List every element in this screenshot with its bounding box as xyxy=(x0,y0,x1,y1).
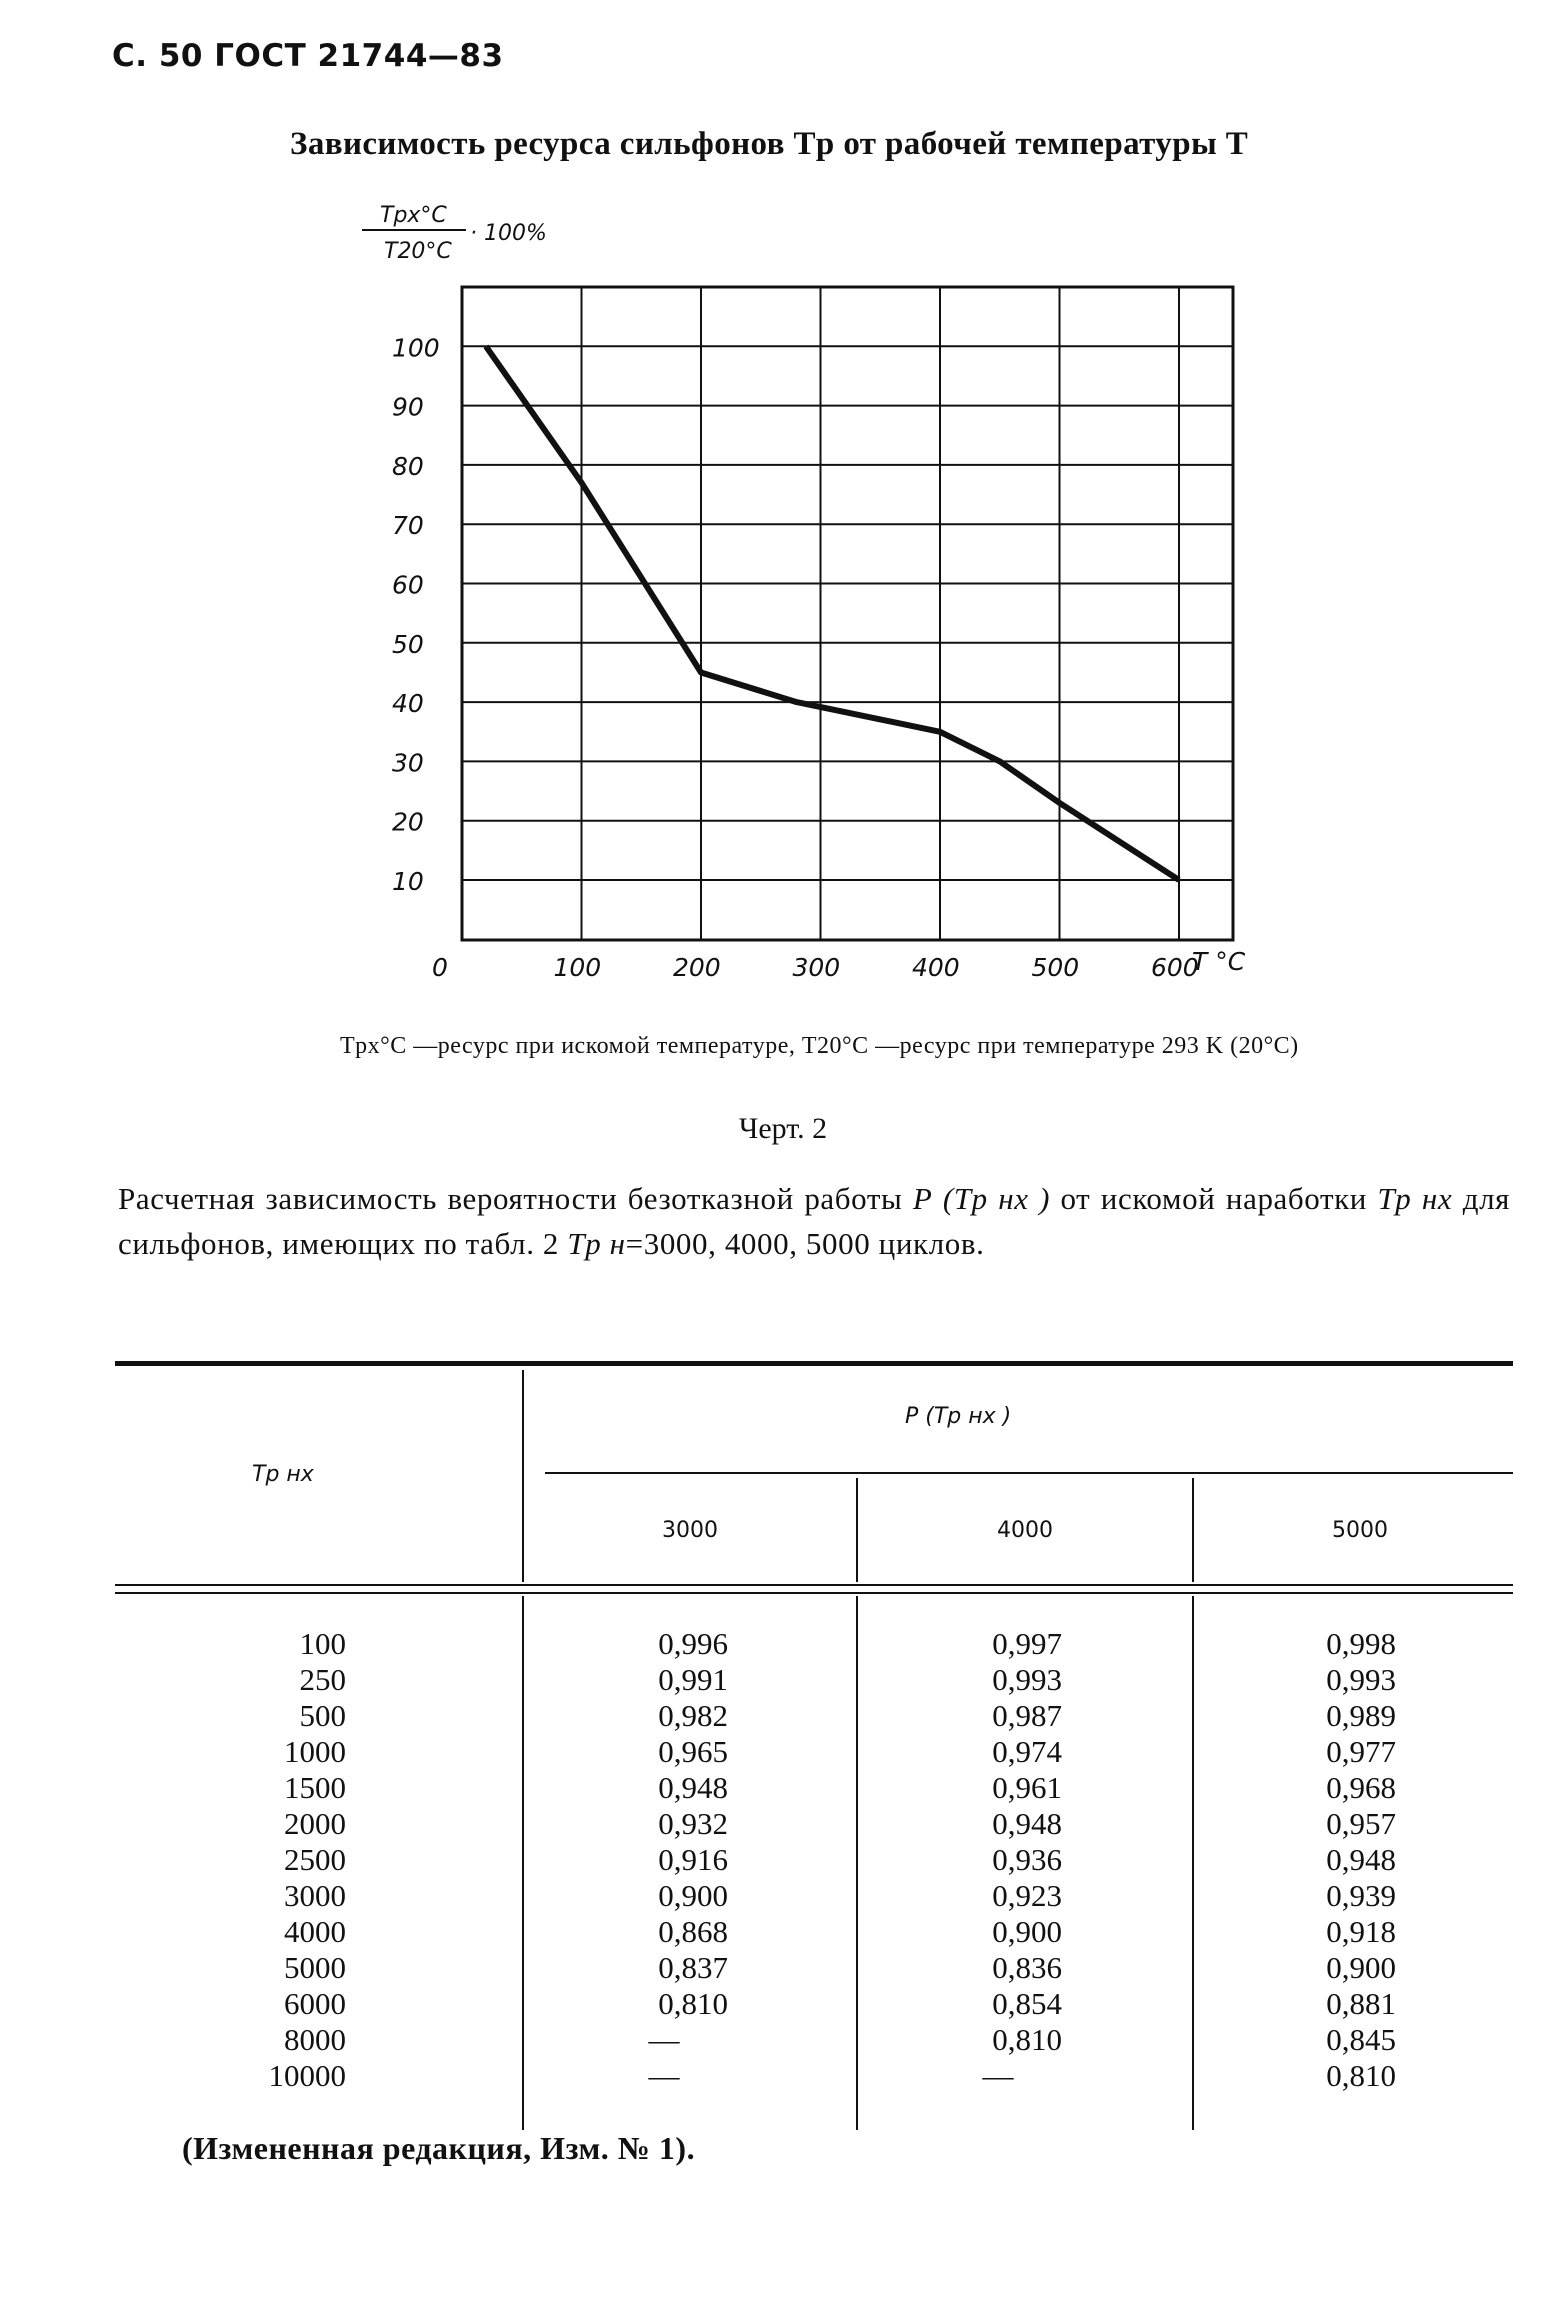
table-cell: 3000 xyxy=(284,1878,346,1913)
table-cell: 0,900 xyxy=(1326,1950,1396,1985)
table-cell: 0,923 xyxy=(992,1878,1062,1913)
table-cell: 0,918 xyxy=(1326,1914,1396,1949)
table-cell: — xyxy=(648,2058,680,2093)
table-cell: 2500 xyxy=(284,1842,346,1877)
table-cell: 500 xyxy=(299,1698,346,1733)
y-tick-label-100: 100 xyxy=(392,333,440,363)
table-col-divider-1 xyxy=(856,1478,858,1582)
x-tick-label-0: 0 xyxy=(432,953,448,982)
table-cell: 0,982 xyxy=(658,1698,728,1733)
intro-text-4: =3000, 4000, 5000 циклов. xyxy=(625,1226,985,1261)
table-cell: 6000 xyxy=(284,1986,346,2021)
x-tick-label-300: 300 xyxy=(792,953,841,982)
table-cell: 0,936 xyxy=(992,1842,1062,1877)
table-cell: 0,997 xyxy=(992,1626,1062,1661)
table-header-rule-1 xyxy=(115,1584,1513,1586)
column-5000 xyxy=(1268,1626,1396,2094)
table-cell: 0,974 xyxy=(992,1734,1062,1769)
page-header: С. 50 ГОСТ 21744—83 xyxy=(112,38,504,74)
column-header-3000: 3000 xyxy=(662,1518,718,1543)
intro-t-symbol: (Tр нх ) xyxy=(942,1181,1050,1216)
table-cell: 0,993 xyxy=(1326,1662,1396,1697)
y-tick-label-20: 20 xyxy=(392,807,424,837)
column-header-5000: 5000 xyxy=(1332,1518,1388,1543)
column-t xyxy=(180,1626,346,2094)
chart-caption: Черт. 2 xyxy=(738,1112,828,1145)
table-cell: 0,948 xyxy=(992,1806,1062,1841)
table-cell: 0,948 xyxy=(1326,1842,1396,1877)
table-cell: 0,989 xyxy=(1326,1698,1396,1733)
table-cell: 2000 xyxy=(284,1806,346,1841)
y-axis-label-numerator: Tрх°С xyxy=(380,203,447,228)
table-body-divider-1 xyxy=(856,1596,858,2130)
x-tick-label-400: 400 xyxy=(912,953,960,982)
y-tick-label-90: 90 xyxy=(392,392,424,422)
table-top-rule xyxy=(115,1361,1513,1366)
table-cell: 0,868 xyxy=(658,1914,728,1949)
y-tick-label-60: 60 xyxy=(392,570,424,600)
y-tick-label-10: 10 xyxy=(392,867,424,896)
x-tick-label-500: 500 xyxy=(1031,953,1080,982)
chart-note: Tрх°С —ресурс при искомой температуре, T20°С —ресурс при температуре 293 K (20°C) xyxy=(340,1033,1299,1059)
chart-title: Зависимость ресурса сильфонов Tр от рабочей температуры T xyxy=(290,126,1249,162)
table-cell: 0,965 xyxy=(658,1734,728,1769)
table-cell: 0,900 xyxy=(992,1914,1062,1949)
y-tick-label-80: 80 xyxy=(392,451,424,481)
chart-ticks xyxy=(392,333,1199,982)
table-cell: 0,810 xyxy=(658,1986,728,2021)
x-axis-label: T °С xyxy=(1192,947,1246,976)
intro-text-3: для сильфонов, имеющих по табл. 2 xyxy=(118,1181,1510,1261)
table-cell: 0,916 xyxy=(658,1842,728,1877)
table-cell: 0,991 xyxy=(658,1662,728,1697)
table-cell: 1000 xyxy=(284,1734,346,1769)
table-body-divider-0 xyxy=(522,1596,524,2130)
intro-t-symbol-3: Tр н xyxy=(567,1226,626,1261)
y-axis-label-denominator: T20°С xyxy=(384,239,452,264)
y-axis-label-suffix: · 100% xyxy=(470,221,547,246)
table-cell: 0,900 xyxy=(658,1878,728,1913)
y-tick-label-30: 30 xyxy=(392,748,424,778)
table-cell: 0,996 xyxy=(658,1626,728,1661)
table-cell: 8000 xyxy=(284,2022,346,2057)
table-col-divider-2 xyxy=(1192,1478,1194,1582)
table-cell: 0,998 xyxy=(1326,1626,1396,1661)
table-cell: 5000 xyxy=(284,1950,346,1985)
intro-p-symbol: P xyxy=(912,1181,933,1216)
x-tick-label-200: 200 xyxy=(673,953,721,982)
column-4000 xyxy=(934,1626,1062,2094)
table-header-rule-2 xyxy=(115,1592,1513,1594)
x-tick-label-600: 600 xyxy=(1151,953,1199,982)
series-line xyxy=(486,346,1179,880)
table-cell: 0,977 xyxy=(1326,1734,1396,1769)
y-axis-label xyxy=(362,203,547,264)
table-cell: 0,987 xyxy=(992,1698,1062,1733)
intro-t-symbol-2: Tр нх xyxy=(1377,1181,1453,1216)
table-cell: 4000 xyxy=(284,1914,346,1949)
table-cell: 0,881 xyxy=(1326,1986,1396,2021)
intro-text-2: от искомой наработки xyxy=(1050,1181,1378,1216)
table-cell: 0,939 xyxy=(1326,1878,1396,1913)
chart xyxy=(0,0,1566,1020)
table-cell: 0,932 xyxy=(658,1806,728,1841)
column-header-4000: 4000 xyxy=(997,1518,1053,1543)
table-group-rule xyxy=(545,1472,1513,1474)
x-tick-label-100: 100 xyxy=(553,953,602,982)
table-header-divider xyxy=(522,1370,524,1582)
table-cell: — xyxy=(648,2022,680,2057)
table-cell: 10000 xyxy=(268,2058,346,2093)
table-cell: 0,837 xyxy=(658,1950,728,1985)
amendment-note: (Измененная редакция, Изм. № 1). xyxy=(182,2130,696,2166)
table-cell: 0,854 xyxy=(992,1986,1062,2021)
intro-text-1: Расчетная зависимость вероятности безотказной работы xyxy=(118,1181,913,1216)
table-cell: 0,810 xyxy=(992,2022,1062,2057)
group-header: P (Tр нх ) xyxy=(905,1404,1012,1429)
table-cell: 0,961 xyxy=(992,1770,1062,1805)
table-cell: 100 xyxy=(299,1626,346,1661)
row-header: Tр нх xyxy=(252,1462,314,1487)
table-body-divider-2 xyxy=(1192,1596,1194,2130)
table-cell: 0,968 xyxy=(1326,1770,1396,1805)
intro-paragraph xyxy=(118,1176,1510,1266)
table-cell: 0,993 xyxy=(992,1662,1062,1697)
y-tick-label-50: 50 xyxy=(392,629,424,659)
table-cell: 250 xyxy=(299,1662,346,1697)
table-cell: 0,845 xyxy=(1326,2022,1396,2057)
table-cell: 1500 xyxy=(284,1770,346,1805)
table-cell: 0,810 xyxy=(1326,2058,1396,2093)
column-3000 xyxy=(600,1626,728,2094)
table-cell: — xyxy=(982,2058,1014,2093)
y-tick-label-70: 70 xyxy=(392,511,424,541)
table-cell: 0,957 xyxy=(1326,1806,1396,1841)
table-cell: 0,836 xyxy=(992,1950,1062,1985)
y-tick-label-40: 40 xyxy=(392,689,424,719)
table-cell: 0,948 xyxy=(658,1770,728,1805)
